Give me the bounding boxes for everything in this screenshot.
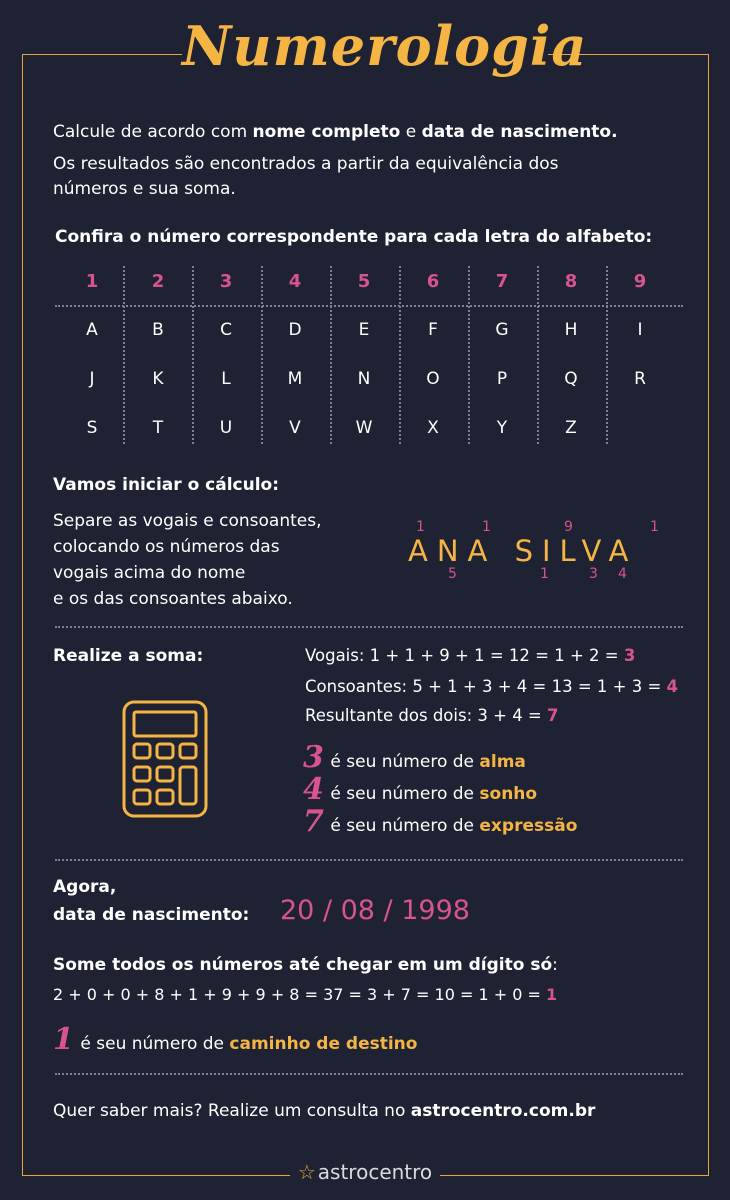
calc-start-heading: Vamos iniciar o cálculo: xyxy=(53,475,280,495)
result-word: sonho xyxy=(479,784,538,804)
header-divider xyxy=(55,305,683,307)
letter-cell: G xyxy=(495,320,509,340)
result-word: expressão xyxy=(479,816,578,836)
result-text: é seu número de xyxy=(325,784,480,804)
letter-cell: K xyxy=(152,369,164,389)
consonant-number: 1 xyxy=(540,566,549,582)
column-number: 5 xyxy=(357,271,371,292)
instruction-line: e os das consoantes abaixo. xyxy=(53,589,293,609)
section-divider xyxy=(55,626,683,628)
letter-cell: J xyxy=(89,369,95,389)
consoantes-line xyxy=(305,677,678,696)
column-number: 6 xyxy=(426,271,440,292)
letter-cell: B xyxy=(152,320,164,340)
column-divider xyxy=(537,266,539,444)
sum-digits-heading xyxy=(53,955,558,975)
result-word: alma xyxy=(479,752,526,772)
result-number: 7 xyxy=(303,804,324,839)
letter-cell: Z xyxy=(565,418,577,438)
letter-cell: H xyxy=(564,320,578,340)
calc-start-instructions xyxy=(53,508,322,612)
destino-word: caminho de destino xyxy=(229,1034,418,1054)
result-sonho xyxy=(303,772,537,807)
section-divider xyxy=(55,1073,683,1075)
example-name: ANA SILVA xyxy=(408,534,638,568)
footer-logo-text: astrocentro xyxy=(317,1160,433,1184)
resultante-text: Resultante dos dois: 3 + 4 = xyxy=(305,706,548,725)
vogais-result: 3 xyxy=(623,646,636,665)
cta-text: Quer saber mais? Realize um consulta no xyxy=(53,1101,411,1121)
letter-cell: D xyxy=(288,320,302,340)
letter-cell: R xyxy=(634,369,646,389)
resultante-result: 7 xyxy=(547,706,559,725)
sum-heading: Realize a soma: xyxy=(53,646,204,666)
resultante-line xyxy=(305,706,559,725)
agora-label: Agora, xyxy=(53,877,117,897)
consonant-number: 4 xyxy=(618,566,627,582)
letter-cell: N xyxy=(357,369,371,389)
letter-cell: E xyxy=(358,320,370,340)
letter-cell: M xyxy=(287,369,303,389)
letter-cell: T xyxy=(152,418,164,438)
column-number: 3 xyxy=(219,271,233,292)
vowel-number: 1 xyxy=(650,519,659,535)
letter-cell: P xyxy=(496,369,508,389)
column-divider xyxy=(399,266,401,444)
vogais-line xyxy=(305,646,635,665)
column-number: 8 xyxy=(564,271,578,292)
column-divider xyxy=(123,266,125,444)
intro-text: e xyxy=(400,122,422,142)
letter-cell: I xyxy=(637,320,643,340)
column-divider xyxy=(261,266,263,444)
vowel-number: 1 xyxy=(482,519,491,535)
column-divider xyxy=(468,266,470,444)
vowel-number: 1 xyxy=(416,519,425,535)
page-title: Numerologia xyxy=(182,14,588,78)
letter-cell: V xyxy=(289,418,301,438)
result-number: 4 xyxy=(303,772,324,807)
column-divider xyxy=(192,266,194,444)
vogais-text: Vogais: 1 + 1 + 9 + 1 = 12 = 1 + 2 = xyxy=(305,646,624,665)
result-text: é seu número de xyxy=(325,816,480,836)
column-divider xyxy=(330,266,332,444)
destino-text: é seu número de xyxy=(75,1034,230,1054)
page-frame xyxy=(22,54,709,1176)
cta-line xyxy=(53,1101,595,1121)
column-number: 9 xyxy=(633,271,647,292)
intro-line-3: números e sua soma. xyxy=(53,179,236,199)
cta-link[interactable]: astrocentro.com.br xyxy=(410,1101,596,1121)
letter-cell: O xyxy=(426,369,440,389)
consoantes-text: Consoantes: 5 + 1 + 3 + 4 = 13 = 1 + 3 = xyxy=(305,677,667,696)
result-alma xyxy=(303,740,526,775)
result-number: 3 xyxy=(303,740,324,775)
result-expressao xyxy=(303,804,577,839)
intro-line-1 xyxy=(53,122,618,142)
intro-text: Calcule de acordo com xyxy=(53,122,253,142)
sum-digits-heading-colon: : xyxy=(552,955,558,975)
alphabet-heading: Confira o número correspondente para cada letra do alfabeto: xyxy=(55,227,653,247)
letter-cell: W xyxy=(355,418,373,438)
letter-cell: X xyxy=(427,418,439,438)
consonant-number: 3 xyxy=(589,566,598,582)
column-number: 1 xyxy=(85,271,99,292)
column-number: 7 xyxy=(495,271,509,292)
column-number: 2 xyxy=(151,271,165,292)
section-divider xyxy=(55,859,683,861)
sum-digits-text: 2 + 0 + 0 + 8 + 1 + 9 + 9 + 8 = 37 = 3 + 7 = 10 = 1 + 0 = xyxy=(53,985,546,1004)
letter-cell: S xyxy=(86,418,98,438)
letter-cell: F xyxy=(428,320,438,340)
letter-cell: A xyxy=(86,320,98,340)
letter-cell: Q xyxy=(564,369,578,389)
star-icon: ☆ xyxy=(297,1160,316,1184)
consonant-number: 5 xyxy=(448,566,457,582)
instruction-line: vogais acima do nome xyxy=(53,563,246,583)
intro-bold-date: data de nascimento. xyxy=(421,122,618,142)
sum-digits-result: 1 xyxy=(545,985,558,1004)
letter-cell: C xyxy=(220,320,232,340)
letter-cell: U xyxy=(219,418,233,438)
intro-bold-name: nome completo xyxy=(252,122,401,142)
footer-logo xyxy=(290,1160,440,1184)
destino-result xyxy=(53,1022,417,1057)
intro-line-2: Os resultados são encontrados a partir da equivalência dos xyxy=(53,154,559,174)
column-number: 4 xyxy=(288,271,302,292)
calculator-icon xyxy=(122,700,208,822)
result-text: é seu número de xyxy=(325,752,480,772)
sum-digits-heading-text: Some todos os números até chegar em um dígito só xyxy=(53,955,553,975)
sum-digits-line xyxy=(53,985,557,1004)
column-divider xyxy=(606,266,608,444)
instruction-line: Separe as vogais e consoantes, xyxy=(53,511,322,531)
instruction-line: colocando os números das xyxy=(53,537,280,557)
letter-cell: Y xyxy=(496,418,508,438)
destino-number: 1 xyxy=(53,1022,74,1057)
birth-date-value: 20 / 08 / 1998 xyxy=(280,895,470,926)
birth-date-label: data de nascimento: xyxy=(53,905,250,925)
letter-cell: L xyxy=(221,369,231,389)
vowel-number: 9 xyxy=(564,519,573,535)
consoantes-result: 4 xyxy=(666,677,679,696)
